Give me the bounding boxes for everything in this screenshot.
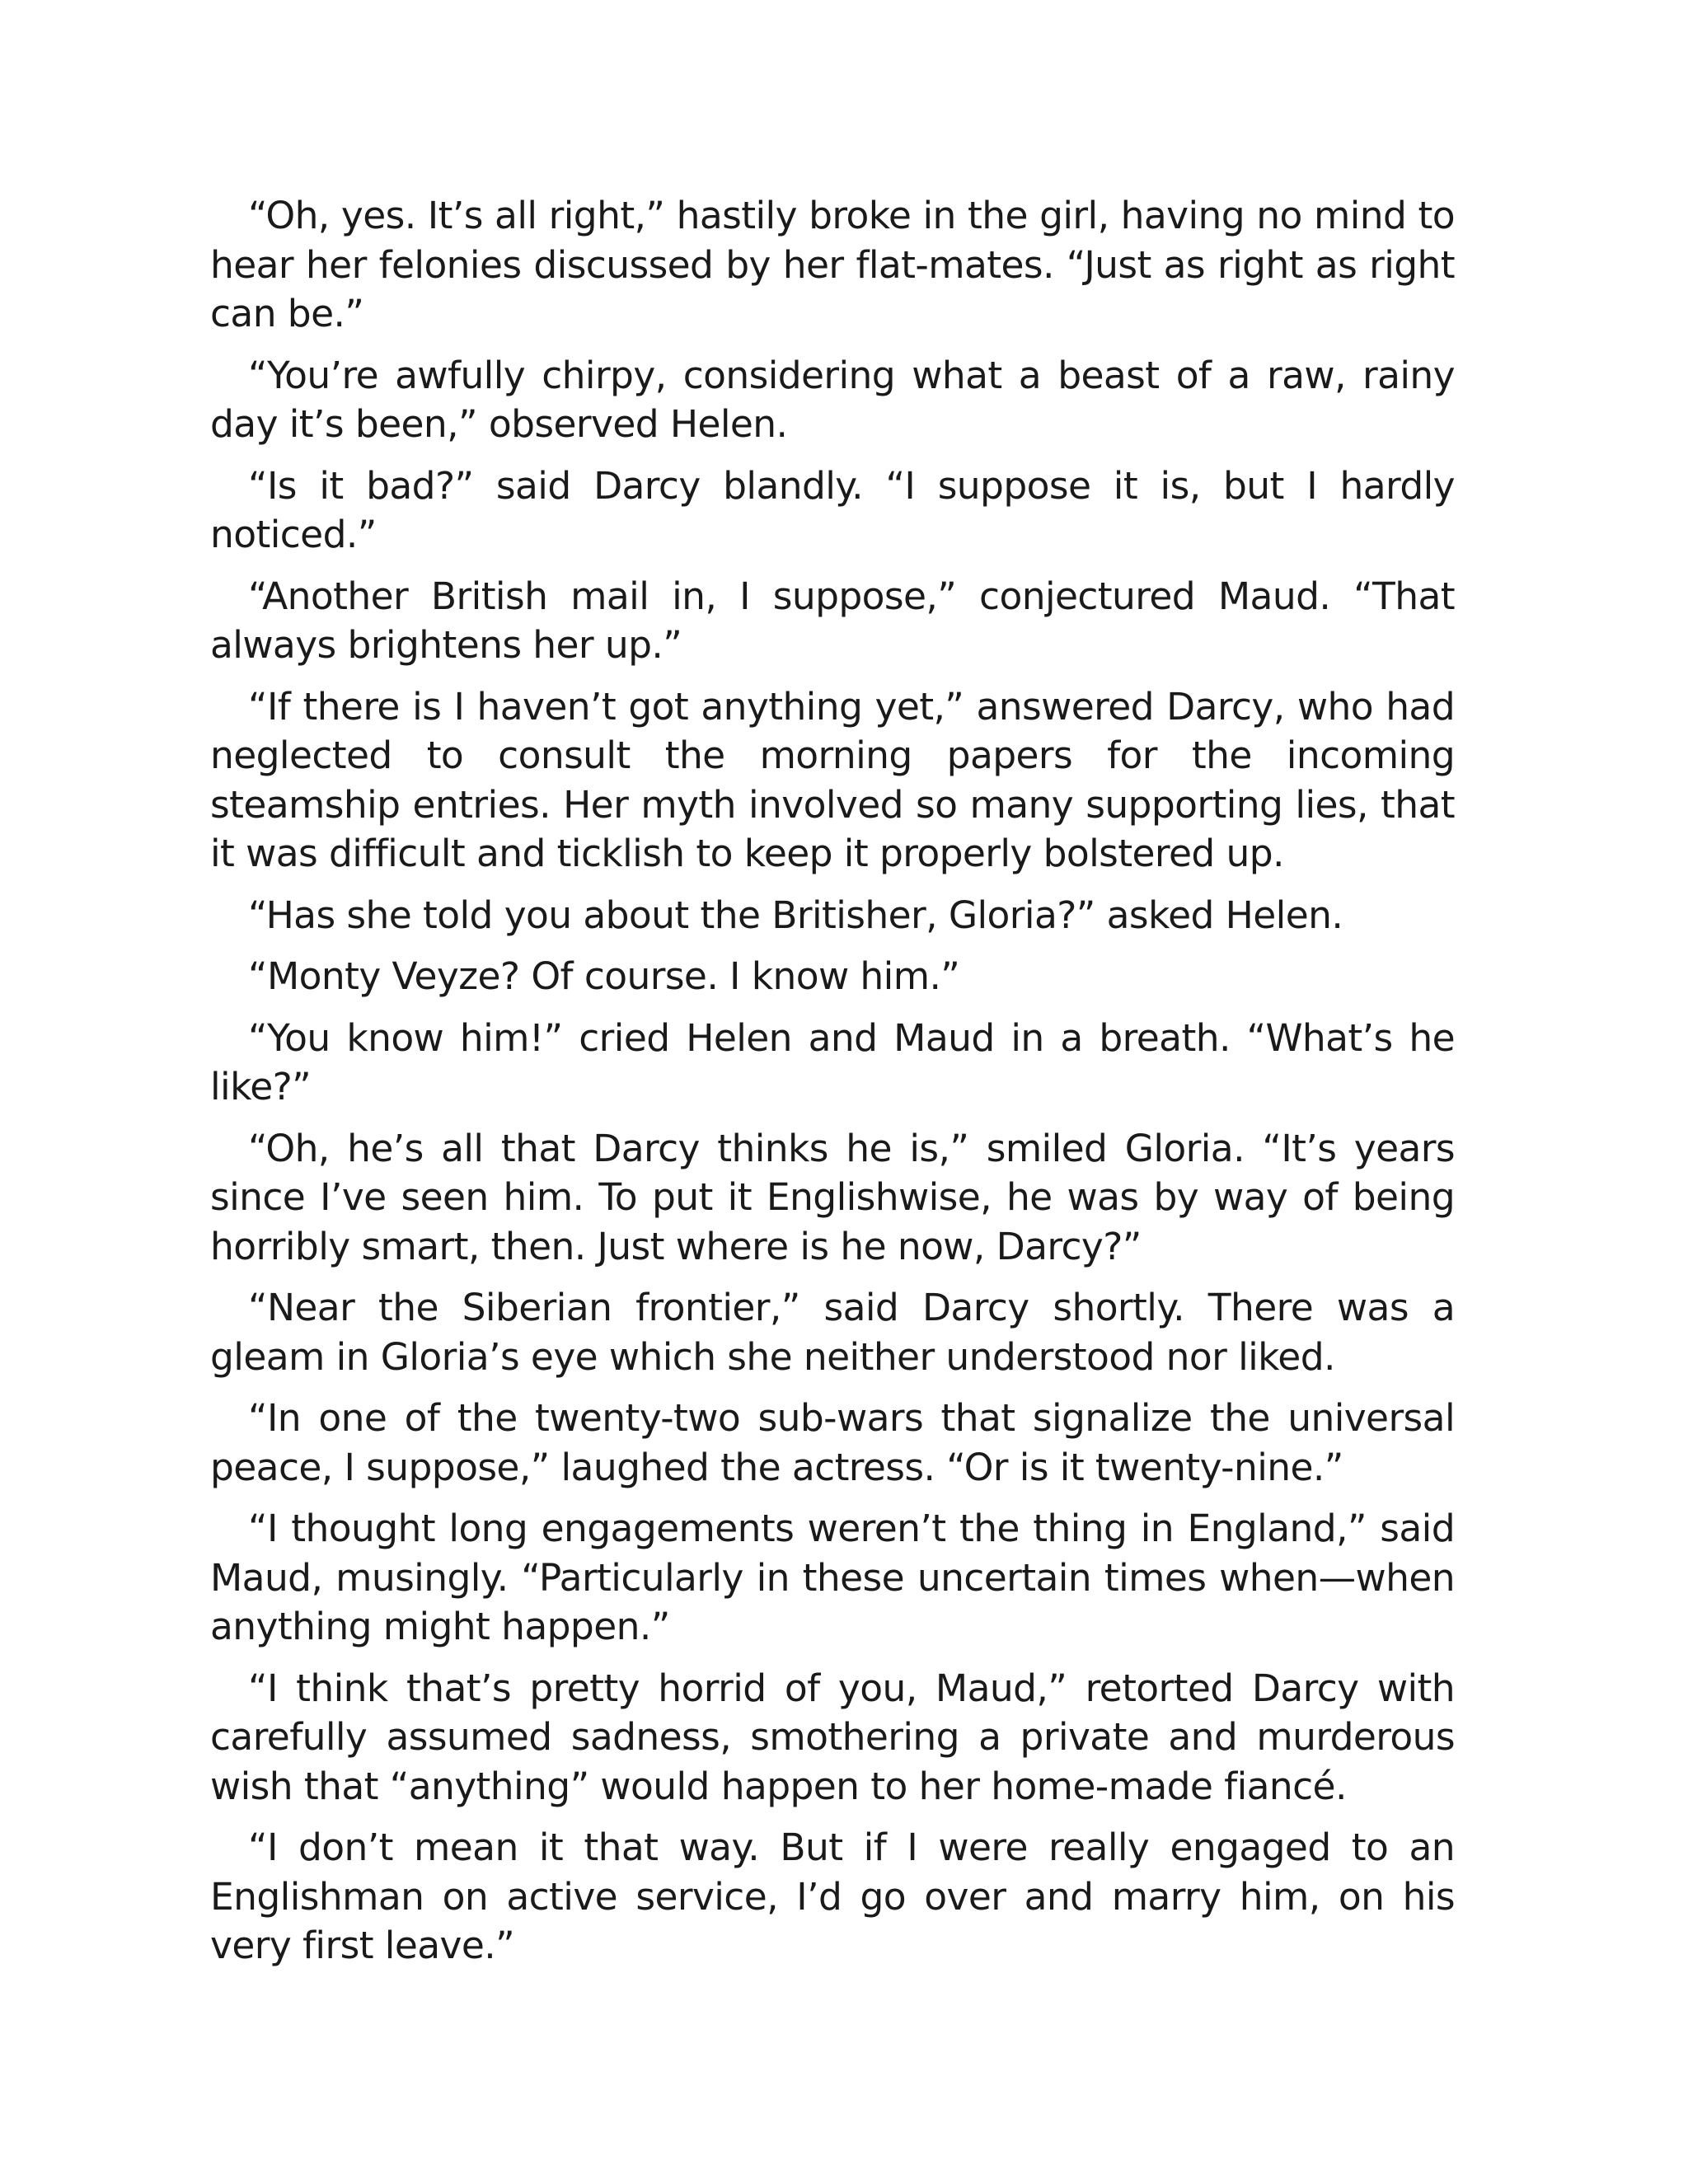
paragraph-10: “Near the Siberian frontier,” said Darcy shortly. There was a gleam in Gloria’s eye which she neither understood nor liked.	[210, 1286, 1455, 1379]
paragraph-12: “I thought long engagements weren’t the thing in England,” said Maud, musingly. “Particularly in these uncertain times when—when anything might happen.”	[210, 1507, 1455, 1648]
paragraph-11: “In one of the twenty-two sub-wars that signalize the universal peace, I suppose,” laughed the actress. “Or is it twenty-nine.”	[210, 1396, 1455, 1489]
paragraph-1: “Oh, yes. It’s all right,” hastily broke in the girl, having no mind to hear her felonies discussed by her flat-mates. “Just as right as right can be.”	[210, 194, 1455, 335]
paragraph-8: “You know him!” cried Helen and Maud in a breath. “What’s he like?”	[210, 1015, 1455, 1108]
paragraph-3: “Is it bad?” said Darcy blandly. “I suppose it is, but I hardly noticed.”	[210, 463, 1455, 556]
book-page	[210, 191, 1455, 1983]
paragraph-7: “Monty Veyze? Of course. I know him.”	[248, 954, 960, 998]
paragraph-6: “Has she told you about the Britisher, Gloria?” asked Helen.	[248, 893, 1343, 937]
paragraph-13: “I think that’s pretty horrid of you, Maud,” retorted Darcy with carefully assumed sadness, smothering a private and murderous wish that “anything” would happen to her home-made fiancé.	[210, 1666, 1455, 1808]
paragraph-2: “You’re awfully chirpy, considering what a beast of a raw, rainy day it’s been,” observed Helen.	[210, 353, 1455, 446]
paragraph-9: “Oh, he’s all that Darcy thinks he is,” smiled Gloria. “It’s years since I’ve seen him. To put it Englishwise, he was by way of being horribly smart, then. Just where is he now, Darcy?”	[210, 1126, 1455, 1268]
paragraph-5: “If there is I haven’t got anything yet,” answered Darcy, who had neglected to consult the morning papers for the incoming steamship entries. Her myth involved so many supporting lies, that it was difficult and ticklish to keep it properly bolstered up.	[210, 684, 1455, 875]
paragraph-4: “Another British mail in, I suppose,” conjectured Maud. “That always brightens her up.”	[210, 574, 1455, 667]
paragraph-14: “I don’t mean it that way. But if I were really engaged to an Englishman on active service, I’d go over and marry him, on his very first leave.”	[210, 1825, 1455, 1967]
